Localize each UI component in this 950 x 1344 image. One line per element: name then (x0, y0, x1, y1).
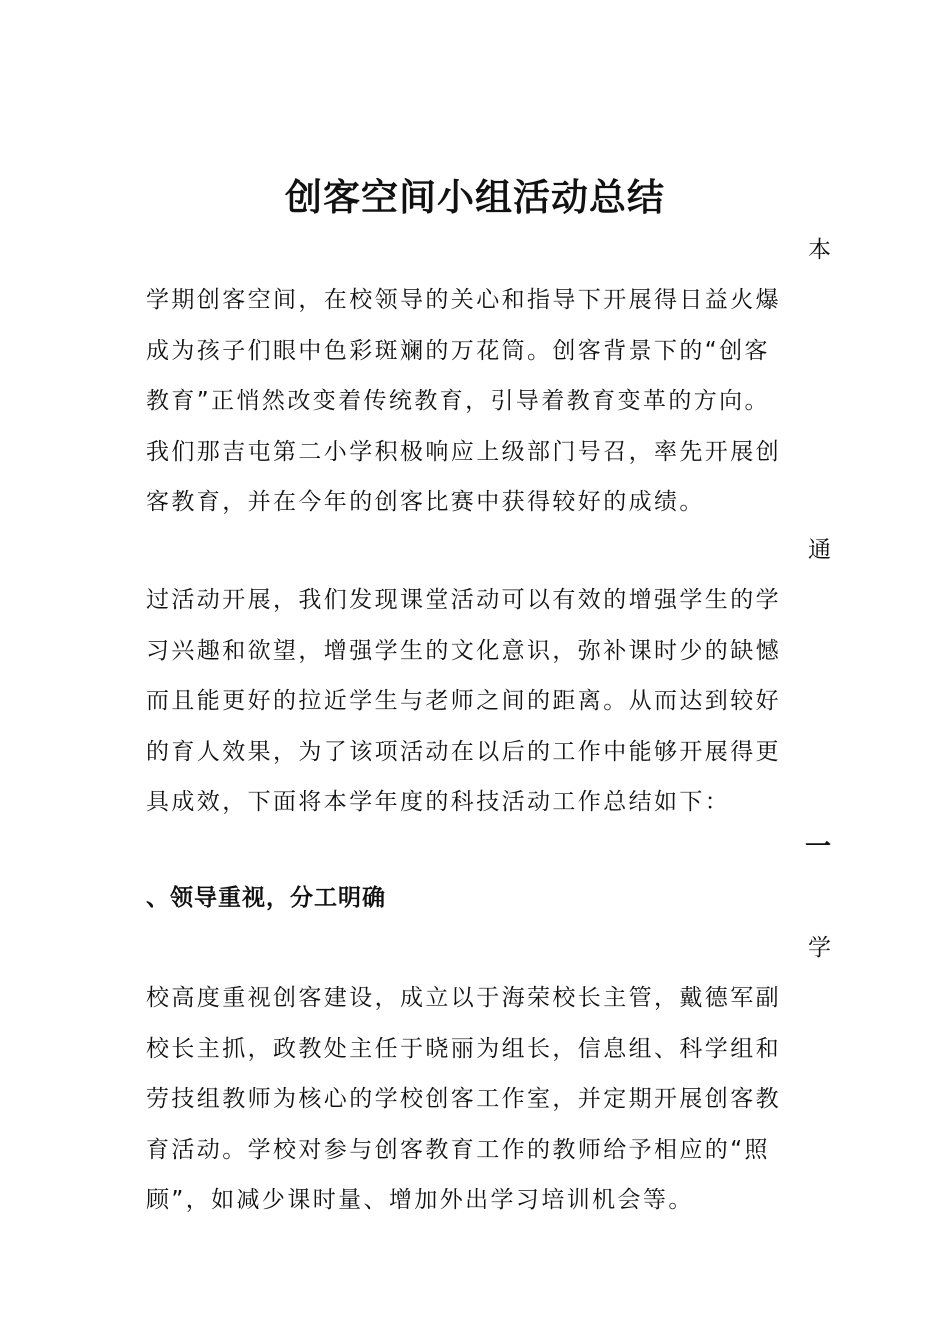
document-title: 创客空间小组活动总结 (285, 175, 665, 219)
paragraph-1-line-2: 成为孩子们眼中色彩斑斓的万花筒。创客背景下的“创客 (146, 337, 770, 364)
paragraph-1-lead-char: 本 (808, 237, 831, 263)
paragraph-2-line-5: 具成效，下面将本学年度的科技活动工作总结如下： (146, 789, 731, 815)
paragraph-1 (146, 275, 826, 528)
paragraph-2 (146, 575, 826, 828)
paragraph-2-line-3: 而且能更好的拉近学生与老师之间的距离。从而达到较好 (146, 688, 781, 714)
paragraph-3-lead-char: 学 (808, 935, 831, 961)
section-1-number: 一 (804, 832, 831, 862)
paragraph-2-line-1: 过活动开展，我们发现课堂活动可以有效的增强学生的学 (146, 587, 781, 613)
paragraph-3-line-1: 校高度重视创客建设，成立以于海荣校长主管，戴德军副 (146, 985, 781, 1011)
paragraph-3 (146, 973, 826, 1226)
paragraph-1-line-5: 客教育，并在今年的创客比赛中获得较好的成绩。 (146, 489, 705, 515)
paragraph-3-line-5: 顾”，如减少课时量、增加外出学习培训机会等。 (146, 1187, 694, 1213)
paragraph-3-line-3: 劳技组教师为核心的学校创客工作室，并定期开展创客教 (146, 1086, 781, 1112)
paragraph-2-line-4: 的育人效果，为了该项活动在以后的工作中能够开展得更 (146, 738, 781, 765)
paragraph-1-line-4: 我们那吉屯第二小学积极响应上级部门号召，率先开展创 (146, 438, 781, 465)
paragraph-2-line-2: 习兴趣和欲望，增强学生的文化意识，弥补课时少的缺憾 (146, 637, 781, 664)
section-1-heading: 、领导重视，分工明确 (146, 885, 386, 911)
paragraph-3-line-2: 校长主抓，政教处主任于晓丽为组长，信息组、科学组和 (146, 1035, 781, 1062)
paragraph-1-line-3: 教育”正悄然改变着传统教育，引导着教育变革的方向。 (146, 388, 770, 414)
paragraph-1-line-1: 学期创客空间，在校领导的关心和指导下开展得日益火爆 (146, 287, 781, 313)
paragraph-3-line-4: 育活动。学校对参与创客教育工作的教师给予相应的“照 (146, 1136, 770, 1163)
paragraph-2-lead-char: 通 (808, 537, 831, 563)
